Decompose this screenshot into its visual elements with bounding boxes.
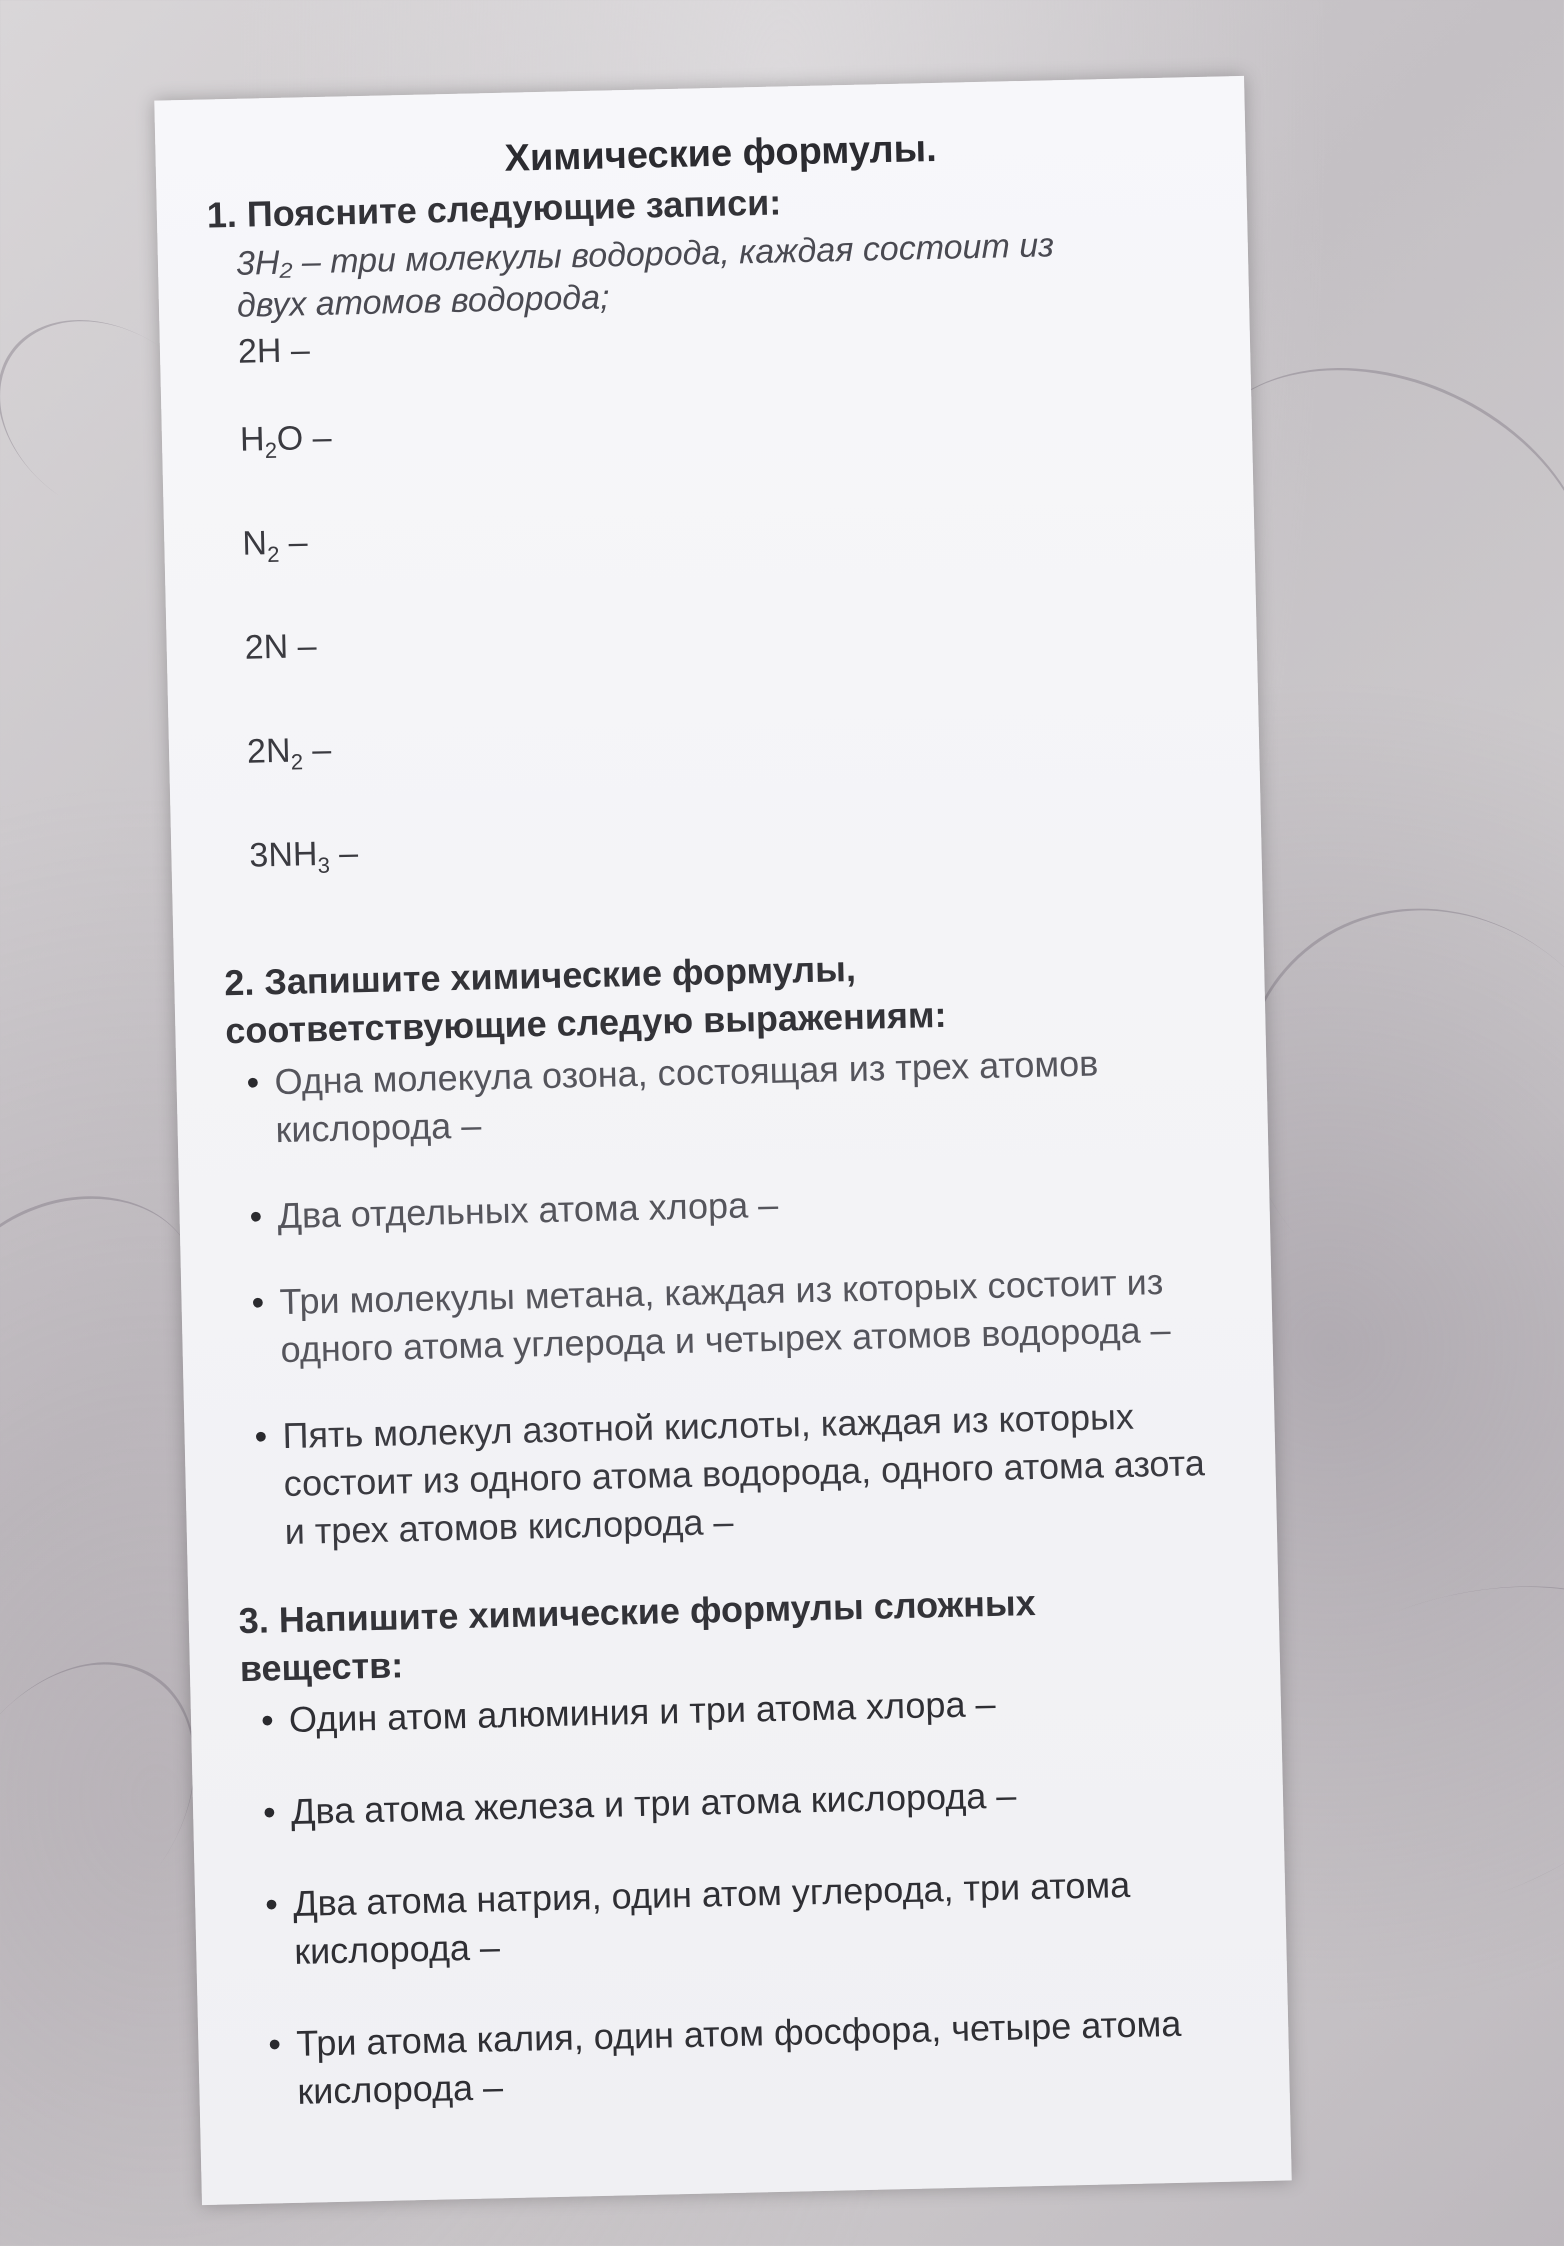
formula-dash: – bbox=[302, 730, 332, 770]
worksheet-content bbox=[154, 76, 1291, 2205]
section-2-heading bbox=[224, 937, 1216, 1055]
formula-dash: – bbox=[278, 523, 308, 562]
section-3-heading bbox=[238, 1575, 1230, 1693]
formula-text: H bbox=[239, 420, 265, 459]
formula-text: 2N bbox=[244, 627, 289, 667]
formula-dash: – bbox=[329, 834, 359, 873]
formula-subscript: 2 bbox=[264, 437, 278, 464]
list-item: • Два атома натрия, один атом углерода, три атома кислорода – bbox=[265, 1859, 1237, 1977]
formula-item bbox=[249, 813, 1213, 939]
list-item: • Три молекулы метана, каждая из которых состоит из одного атома углерода и четырех атомов водорода – bbox=[251, 1257, 1223, 1375]
list-item: • Одна молекула озона, состоящая из трех атомов кислорода – bbox=[246, 1037, 1218, 1155]
section-3 bbox=[238, 1575, 1240, 2117]
formula-text: 2N bbox=[246, 731, 291, 771]
list-item: • Два отдельных атома хлора – bbox=[249, 1171, 1220, 1241]
list-item: • Три атома калия, один атом фосфора, четыре атома кислорода – bbox=[268, 1999, 1240, 2117]
section-2-heading-line-2: соответствующие следую выражениям: bbox=[224, 993, 947, 1052]
formula-subscript: 2 bbox=[266, 541, 280, 567]
worksheet-paper bbox=[154, 76, 1291, 2205]
document-title: Химические формулы. bbox=[504, 127, 938, 180]
formula-dash: O – bbox=[276, 418, 333, 458]
formula-text: N bbox=[241, 524, 268, 563]
section-3-list bbox=[241, 1675, 1240, 2117]
list-item: • Два атома железа и три атома кислорода – bbox=[263, 1767, 1234, 1837]
section-1-heading: 1. Поясните следующие записи: bbox=[206, 181, 782, 236]
formula-text: 2H bbox=[237, 331, 282, 371]
section-3-heading-line-1: 3. Напишите химические формулы сложных bbox=[238, 1582, 1037, 1642]
formula-dash: – bbox=[281, 331, 311, 370]
section-2-list bbox=[226, 1037, 1227, 1557]
formula-subscript: 2 bbox=[290, 749, 304, 775]
section-1-example: 3H₂ – три молекулы водорода, каждая состоит из двух атомов водорода; bbox=[235, 226, 1055, 325]
list-item: • Один атом алюминия и три атома хлора – bbox=[260, 1675, 1231, 1745]
section-1 bbox=[206, 169, 1213, 939]
list-item: • Пять молекул азотной кислоты, каждая из которых состоит из одного атома водорода, одного атома азота и трех атомов кислорода – bbox=[254, 1391, 1227, 1557]
section-2 bbox=[224, 937, 1227, 1557]
formula-subscript: 3 bbox=[317, 852, 331, 878]
section-3-heading-line-2: веществ: bbox=[239, 1644, 404, 1690]
formula-text: 3NH bbox=[248, 835, 318, 875]
formula-dash: – bbox=[287, 627, 317, 666]
section-2-heading-line-1: 2. Запишите химические формулы, bbox=[223, 947, 857, 1004]
